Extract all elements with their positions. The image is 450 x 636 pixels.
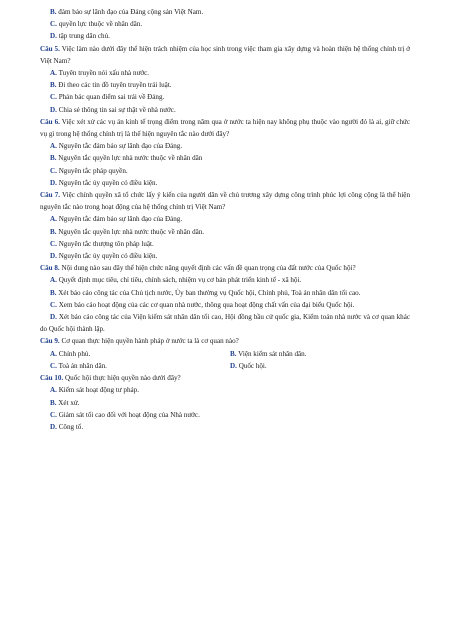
option-d	[40, 250, 410, 262]
option-text: Xem báo cáo hoạt động của các cơ quan nhà nước, thông qua hoạt động chất vấn của đại biểu Quốc hội.	[58, 300, 355, 309]
option-b	[40, 287, 410, 299]
option-label: D.	[50, 313, 57, 322]
option-d	[40, 30, 410, 42]
option-text: Phản bác quan điểm sai trái về Đảng.	[58, 93, 165, 102]
option-label: B.	[230, 349, 237, 358]
option-a	[40, 384, 410, 396]
option-a	[40, 140, 410, 152]
option-b	[40, 226, 410, 238]
option-row	[40, 348, 410, 360]
question-text: Việc chính quyền xã tổ chức lấy ý kiến của người dân về chủ trương xây dựng công trình phúc lợi công cộng là thể hiện nguyên tắc nào trong hoạt động của hệ thống chính trị Việt Nam?	[40, 191, 410, 212]
question-text: Nội dung nào sau đây thể hiện chức năng quyết định các vấn đề quan trọng của đất nước của Quốc hội?	[61, 264, 356, 273]
option-label: D.	[50, 32, 57, 41]
question-label: Câu 10.	[40, 374, 64, 383]
question-text: Quốc hội thực hiện quyền nào dưới đây?	[65, 374, 181, 383]
option-row	[40, 360, 410, 372]
question-text: Cơ quan thực hiện quyền hành pháp ở nước ta là cơ quan nào?	[61, 337, 239, 346]
option-text: Quyết định mục tiêu, chỉ tiêu, chính sách, nhiệm vụ cơ bản phát triển kinh tế - xã hội.	[58, 276, 302, 285]
option-text: Nguyên tắc pháp quyền.	[58, 166, 128, 175]
option-text: Chia sẻ thông tin sai sự thật về nhà nước.	[58, 105, 176, 114]
option-label: C.	[50, 20, 57, 29]
option-text: Nguyên tắc quyền lực nhà nước thuộc về nhân dân	[58, 154, 203, 163]
option-label: A.	[50, 349, 57, 358]
option-b	[40, 397, 410, 409]
option-text: Chính phủ.	[58, 349, 91, 358]
question-label: Câu 8.	[40, 264, 60, 273]
option-text: Giám sát tối cao đối với hoạt động của Nhà nước.	[58, 410, 200, 419]
question-10	[40, 372, 410, 384]
option-d	[40, 177, 410, 189]
option-d	[230, 360, 410, 372]
option-text: Nguyên tắc thượng tôn pháp luật.	[58, 239, 154, 248]
option-text: Nguyên tắc quyền lực nhà nước thuộc về nhân dân.	[58, 227, 205, 236]
option-d	[40, 421, 410, 433]
option-label: D.	[230, 361, 237, 370]
option-c	[40, 165, 410, 177]
question-text: Việc xét xử các vụ án kinh tế trọng điểm trong năm qua ở nước ta hiện nay không phụ thuộc vào người đó là ai, giữ chức vụ gì trong hệ thống chính trị là thể hiện nguyên tắc nào dưới đây?	[40, 117, 410, 139]
option-text: Đi theo các tin đồ tuyên truyền trái luật.	[58, 81, 172, 90]
option-text: Nguyên tắc ủy quyền có điều kiện.	[58, 252, 158, 261]
option-b	[40, 79, 410, 91]
option-label: D.	[50, 422, 57, 431]
option-text: quyền lực thuộc về nhân dân.	[58, 20, 143, 29]
option-label: A.	[50, 386, 57, 395]
option-label: A.	[50, 276, 57, 285]
option-label: C.	[50, 410, 57, 419]
option-text: tập trung dân chủ.	[58, 32, 110, 41]
option-a	[40, 67, 410, 79]
option-text: Viện kiểm sát nhân dân.	[238, 349, 307, 358]
option-label: B.	[50, 81, 57, 90]
option-c	[40, 91, 410, 103]
option-label: D.	[50, 105, 57, 114]
option-b	[40, 6, 410, 18]
option-label: B.	[50, 227, 57, 236]
option-label: D.	[50, 252, 57, 261]
option-c	[40, 409, 410, 421]
option-label: A.	[50, 69, 57, 78]
option-text: Tuyên truyền nói xấu nhà nước.	[58, 69, 150, 78]
option-a	[40, 274, 410, 286]
question-7	[40, 189, 410, 213]
option-text: Toà án nhân dân.	[58, 361, 107, 370]
option-label: B.	[50, 8, 57, 16]
option-c	[40, 360, 230, 372]
option-label: C.	[50, 93, 57, 102]
option-c	[40, 238, 410, 250]
option-text: Xét xử.	[58, 398, 80, 407]
option-b	[40, 152, 410, 164]
option-label: C.	[50, 239, 57, 248]
option-label: C.	[50, 166, 57, 175]
option-a	[40, 348, 230, 360]
option-text: Công tố.	[58, 422, 84, 431]
option-label: A.	[50, 215, 57, 224]
question-5	[40, 43, 410, 67]
option-c	[40, 299, 410, 311]
option-label: B.	[50, 398, 57, 407]
question-9	[40, 335, 410, 347]
option-label: C.	[50, 361, 57, 370]
option-c	[40, 18, 410, 30]
option-a	[40, 213, 410, 225]
option-text: Xét báo cáo công tác của Chủ tịch nước, Ủy ban thường vụ Quốc hội, Chính phủ, Toà án nhân dân tối cao.	[58, 288, 361, 297]
option-label: C.	[50, 300, 57, 309]
option-text: Quốc hội.	[238, 361, 267, 370]
question-label: Câu 6.	[40, 117, 60, 126]
option-text: Nguyên tắc đảm bảo sự lãnh đạo của Đảng.	[58, 215, 183, 224]
question-text: Việc làm nào dưới đây thể hiện trách nhiệm của học sinh trong việc tham gia xây dựng và hoàn thiện hệ thống chính trị ở Việt Nam?	[40, 44, 410, 65]
option-label: D.	[50, 178, 57, 187]
option-label: B.	[50, 288, 57, 297]
option-text: Kiểm sát hoạt động tư pháp.	[58, 386, 139, 395]
option-text: đảm bảo sự lãnh đạo của Đảng cộng sản Việt Nam.	[58, 8, 204, 16]
option-label: B.	[50, 154, 57, 163]
option-d	[40, 311, 410, 335]
question-label: Câu 7.	[40, 191, 61, 200]
option-d	[40, 104, 410, 116]
question-6	[40, 116, 410, 140]
question-8	[40, 262, 410, 274]
option-b	[230, 348, 410, 360]
question-label: Câu 5.	[40, 44, 60, 53]
option-text: Nguyên tắc đảm bảo sự lãnh đạo của Đảng.	[58, 142, 183, 151]
option-text: Nguyên tắc ủy quyền có điều kiện.	[58, 178, 158, 187]
option-label: A.	[50, 142, 57, 151]
question-label: Câu 9.	[40, 337, 60, 346]
option-text: Xét báo cáo công tác của Viện kiểm sát nhân dân tối cao, Hội đồng bầu cử quốc gia, Kiểm toán nhà nước và cơ quan khác do Quốc hội thành lập.	[40, 313, 410, 334]
